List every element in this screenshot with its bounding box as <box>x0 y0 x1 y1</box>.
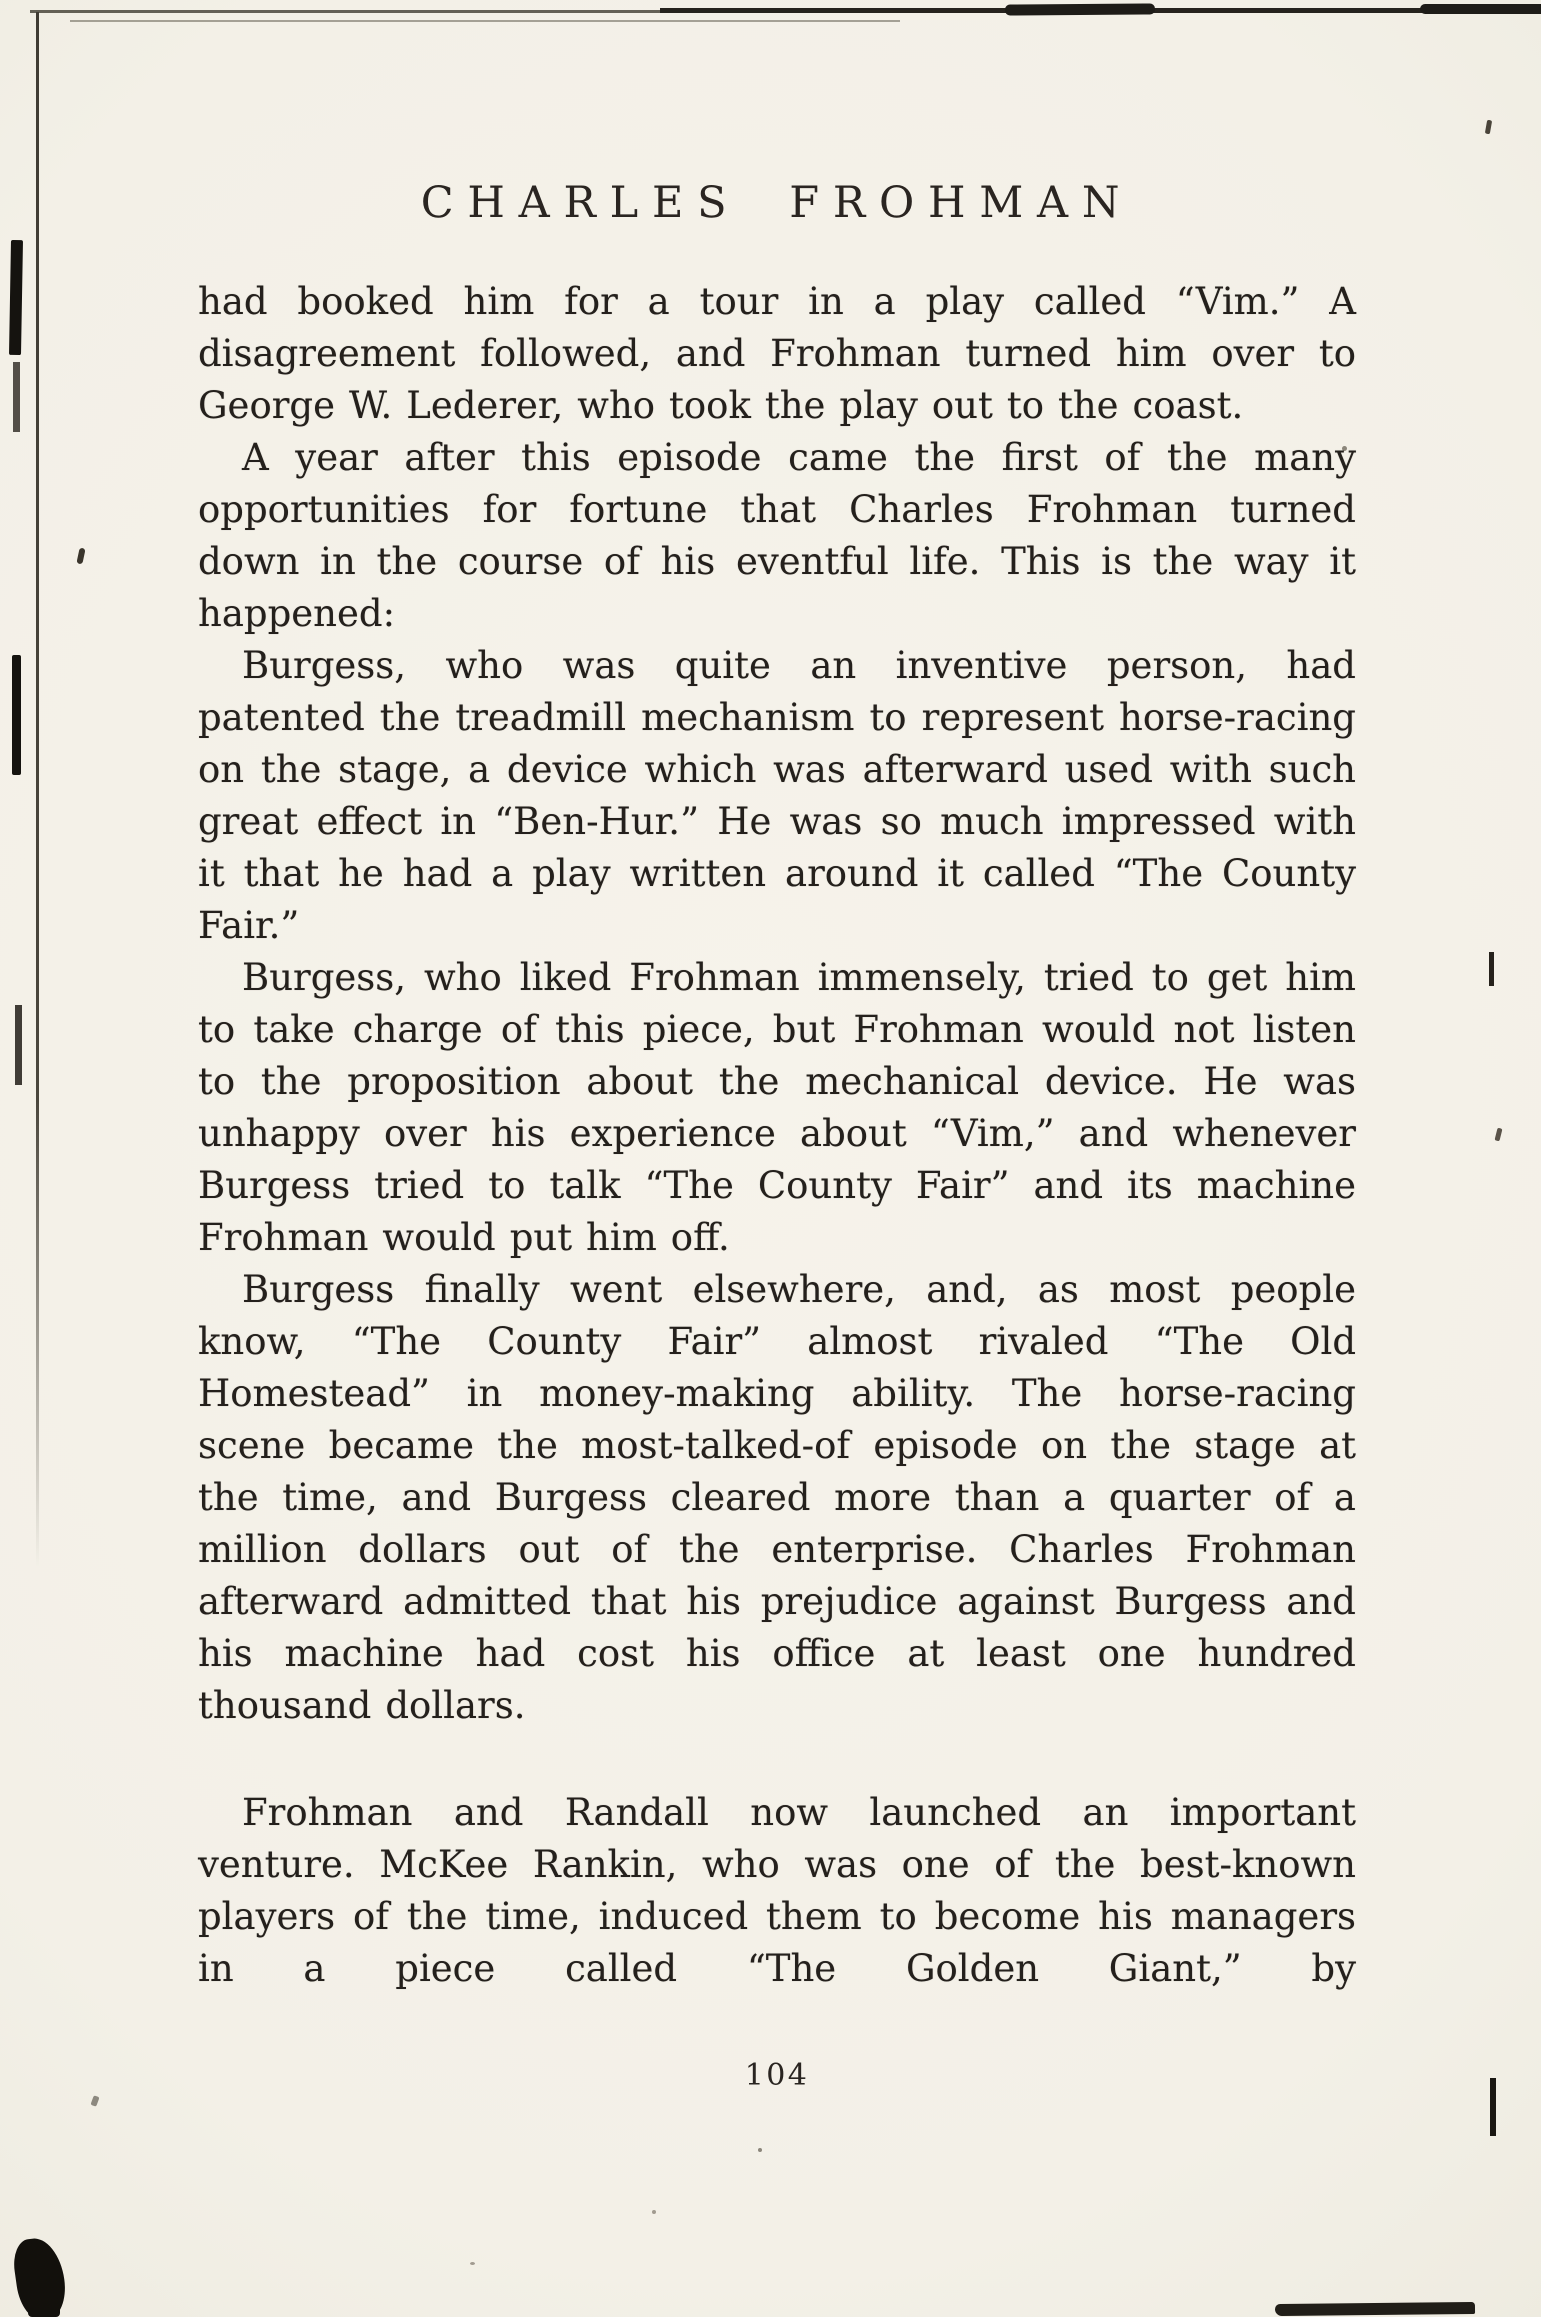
paragraph: Burgess, who liked Frohman immensely, tried to get him to take charge of this piece, but Frohman would not listen to the proposition about the mechanical device. He was unhappy over his experience about “Vim,” and whenever Burgess tried to talk “The County Fair” and its machine Frohman would put him off. <box>198 956 1356 1259</box>
page-title: CHARLES FROHMAN <box>420 178 1134 228</box>
scan-artifact-bottom-right-smudge <box>1275 2302 1475 2316</box>
scan-artifact-right-apostrophe <box>1485 120 1492 135</box>
scan-artifact-left-bar-2 <box>13 362 20 432</box>
scan-artifact-top-rule-second <box>70 20 900 22</box>
scan-artifact-right-comma <box>1495 1128 1503 1142</box>
paragraph: Burgess finally went elsewhere, and, as most people know, “The County Fair” almost rivaled “The Old Homestead” in money-making ability. The horse-racing scene became the most-talked-of episode on the stage at the time, and Burgess cleared more than a quarter of a million dollars out of the enterprise. Charles Frohman afterward admitted that his prejudice against Burgess and his machine had cost his office at least one hundred thousand dollars. <box>198 1268 1356 1727</box>
scan-artifact-right-bar-bottom <box>1490 2078 1496 2136</box>
scan-artifact-right-tick <box>1489 952 1494 986</box>
scan-artifact-left-frame-line <box>36 12 39 1567</box>
scan-artifact-dot-2 <box>758 2148 762 2152</box>
paragraph: A year after this episode came the first of the many opportunities for fortune that Charles Frohman turned down in the course of his eventful life. This is the way it happened: <box>198 436 1356 635</box>
scan-artifact-left-quote-mark <box>76 548 85 565</box>
scan-artifact-top-right-wave <box>1420 4 1541 14</box>
scan-artifact-top-blob <box>1005 3 1155 15</box>
scan-artifact-dot-3 <box>652 2210 656 2214</box>
scan-artifact-dot-4 <box>470 2262 475 2265</box>
scan-artifact-left-small-mark <box>90 2095 99 2106</box>
scan-artifact-left-bar-1 <box>9 240 23 355</box>
paragraph: Frohman and Randall now launched an important venture. McKee Rankin, who was one of the best-known players of the time, induced them to become his managers in a piece called “The Golden Giant,” by <box>198 1791 1356 1990</box>
paragraph: had booked him for a tour in a play called “Vim.” A disagreement followed, and Frohman turned him over to George W. Lederer, who took the play out to the coast. <box>198 280 1356 427</box>
scan-artifact-top-rule-left <box>30 10 670 13</box>
paragraph: Burgess, who was quite an inventive person, had patented the treadmill mechanism to represent horse-racing on the stage, a device which was afterward used with such great effect in “Ben-Hur.” He was so much impressed with it that he had a play written around it called “The County Fair.” <box>198 644 1356 947</box>
page-number: 104 <box>744 2058 810 2093</box>
scan-artifact-left-bar-3 <box>12 655 21 775</box>
scan-artifact-bottom-left-blob-2 <box>28 2298 60 2317</box>
scan-artifact-left-bar-4 <box>15 1005 22 1085</box>
body-text <box>198 276 1356 1995</box>
